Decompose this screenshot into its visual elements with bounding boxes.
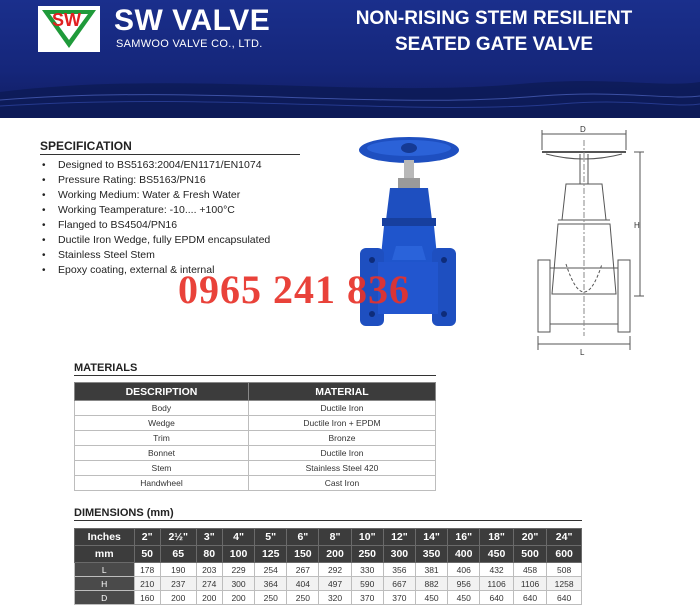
- table-cell: 300: [222, 577, 254, 591]
- column-header: 12": [383, 529, 415, 546]
- spec-item: • Working Medium: Water & Fresh Water: [40, 188, 360, 203]
- table-cell: L: [75, 563, 135, 577]
- brand-name: SW VALVE: [114, 4, 271, 37]
- column-header: MATERIAL: [248, 383, 435, 401]
- column-header: 8": [319, 529, 351, 546]
- table-cell: Cast Iron: [248, 476, 435, 491]
- materials-heading: MATERIALS: [74, 362, 436, 376]
- table-cell: Body: [75, 401, 249, 416]
- table-cell: Ductile Iron: [248, 401, 435, 416]
- table-cell: 210: [134, 577, 160, 591]
- column-header: 2½": [160, 529, 196, 546]
- table-cell: 229: [222, 563, 254, 577]
- table-cell: 237: [160, 577, 196, 591]
- specification-heading: SPECIFICATION: [40, 139, 300, 155]
- column-header: 150: [287, 546, 319, 563]
- table-cell: Stainless Steel 420: [248, 461, 435, 476]
- table-cell: 882: [415, 577, 447, 591]
- spec-item: • Flanged to BS4504/PN16: [40, 218, 360, 233]
- table-cell: 1258: [547, 577, 582, 591]
- spec-item: • Stainless Steel Stem: [40, 248, 360, 263]
- table-cell: 330: [351, 563, 383, 577]
- table-cell: 190: [160, 563, 196, 577]
- table-cell: D: [75, 591, 135, 605]
- table-cell: 458: [513, 563, 546, 577]
- table-cell: 200: [222, 591, 254, 605]
- table-cell: 250: [255, 591, 287, 605]
- column-header: 600: [547, 546, 582, 563]
- column-header: 20": [513, 529, 546, 546]
- table-cell: 200: [160, 591, 196, 605]
- dimension-label-d: D: [580, 125, 586, 134]
- table-cell: 450: [415, 591, 447, 605]
- table-cell: 356: [383, 563, 415, 577]
- table-cell: 640: [480, 591, 513, 605]
- table-cell: 370: [351, 591, 383, 605]
- title-line-1: NON-RISING STEM RESILIENT: [355, 8, 633, 29]
- column-header: 6": [287, 529, 319, 546]
- column-header: 3": [196, 529, 222, 546]
- table-cell: 250: [287, 591, 319, 605]
- inches-header-row: [75, 529, 582, 546]
- table-cell: Ductile Iron: [248, 446, 435, 461]
- spec-item: • Epoxy coating, external & internal: [40, 263, 360, 278]
- table-cell: 320: [319, 591, 351, 605]
- table-cell: 667: [383, 577, 415, 591]
- dimension-label-h: H: [634, 221, 640, 230]
- column-header: 250: [351, 546, 383, 563]
- table-cell: 640: [547, 591, 582, 605]
- column-header: 14": [415, 529, 447, 546]
- brand-subtitle: SAMWOO VALVE CO., LTD.: [116, 38, 263, 50]
- column-header: 4": [222, 529, 254, 546]
- specification-list: [40, 158, 360, 278]
- column-header: 16": [448, 529, 480, 546]
- table-header-row: [75, 383, 436, 401]
- spec-item: • Ductile Iron Wedge, fully EPDM encapsulated: [40, 233, 360, 248]
- table-cell: 254: [255, 563, 287, 577]
- table-cell: 364: [255, 577, 287, 591]
- table-cell: 1106: [480, 577, 513, 591]
- spec-item: • Designed to BS5163:2004/EN1171/EN1074: [40, 158, 360, 173]
- table-row: [75, 476, 436, 491]
- table-cell: 508: [547, 563, 582, 577]
- table-cell: 497: [319, 577, 351, 591]
- mm-header-row: [75, 546, 582, 563]
- table-cell: 590: [351, 577, 383, 591]
- table-cell: 640: [513, 591, 546, 605]
- table-cell: 956: [448, 577, 480, 591]
- column-header: 200: [319, 546, 351, 563]
- table-cell: 267: [287, 563, 319, 577]
- table-row: [75, 416, 436, 431]
- title-line-2: SEATED GATE VALVE: [394, 34, 594, 55]
- table-cell: 370: [383, 591, 415, 605]
- spec-item: • Working Teamperature: -10.... +100°C: [40, 203, 360, 218]
- table-cell: 406: [448, 563, 480, 577]
- table-cell: Ductile Iron + EPDM: [248, 416, 435, 431]
- table-cell: 1106: [513, 577, 546, 591]
- table-cell: Trim: [75, 431, 249, 446]
- table-cell: 160: [134, 591, 160, 605]
- column-header: 450: [480, 546, 513, 563]
- phone-number: 0965 241 836: [178, 267, 410, 312]
- header-banner: [0, 0, 700, 118]
- column-header: 10": [351, 529, 383, 546]
- table-cell: 274: [196, 577, 222, 591]
- column-header: 5": [255, 529, 287, 546]
- table-cell: 203: [196, 563, 222, 577]
- table-cell: Stem: [75, 461, 249, 476]
- column-header: 2": [134, 529, 160, 546]
- column-header: 125: [255, 546, 287, 563]
- table-row: [75, 591, 582, 605]
- column-header: 100: [222, 546, 254, 563]
- table-cell: 200: [196, 591, 222, 605]
- page-title: [324, 6, 664, 58]
- dimension-label-l: L: [580, 348, 585, 356]
- table-cell: Handwheel: [75, 476, 249, 491]
- column-header: 18": [480, 529, 513, 546]
- column-header: 500: [513, 546, 546, 563]
- column-header: 50: [134, 546, 160, 563]
- table-cell: H: [75, 577, 135, 591]
- table-row: [75, 431, 436, 446]
- materials-table: [74, 382, 436, 491]
- column-header: 24": [547, 529, 582, 546]
- table-row: [75, 401, 436, 416]
- table-cell: Bonnet: [75, 446, 249, 461]
- table-row: [75, 563, 582, 577]
- column-header: DESCRIPTION: [75, 383, 249, 401]
- column-header: Inches: [75, 529, 135, 546]
- dimensions-table: [74, 528, 582, 605]
- table-cell: Wedge: [75, 416, 249, 431]
- column-header: 300: [383, 546, 415, 563]
- table-cell: 450: [448, 591, 480, 605]
- table-cell: 404: [287, 577, 319, 591]
- column-header: 350: [415, 546, 447, 563]
- column-header: 65: [160, 546, 196, 563]
- logo-letters: SW: [52, 10, 81, 30]
- table-cell: 381: [415, 563, 447, 577]
- table-row: [75, 446, 436, 461]
- table-cell: 432: [480, 563, 513, 577]
- table-cell: 178: [134, 563, 160, 577]
- column-header: 80: [196, 546, 222, 563]
- table-cell: Bronze: [248, 431, 435, 446]
- column-header: 400: [448, 546, 480, 563]
- table-row: [75, 577, 582, 591]
- column-header: mm: [75, 546, 135, 563]
- spec-item: • Pressure Rating: BS5163/PN16: [40, 173, 360, 188]
- table-cell: 292: [319, 563, 351, 577]
- dimensions-heading: DIMENSIONS (mm): [74, 507, 582, 521]
- valve-technical-drawing: [522, 124, 652, 356]
- table-row: [75, 461, 436, 476]
